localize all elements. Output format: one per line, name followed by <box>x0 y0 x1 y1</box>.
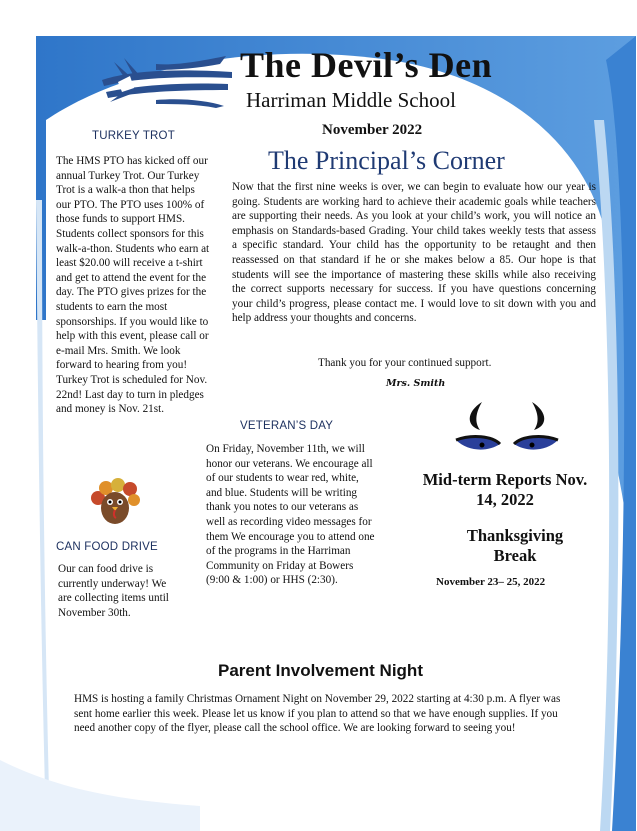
turkey-trot-body: The HMS PTO has kicked off our annual Turkey Trot. Our Turkey Trot is a walk-a thon that helps our PTO. The PTO uses 100% of those funds to support HMS. Students collect sponsors for this walk-a-thon. Students who earn at least $20.00 will receive a t-shirt and get to attend the event for the day. The PTO gives prizes for the students to earn the most sponsorships. If you would like to help with this event, please call or e-mail Mrs. Smith. We look forward to hearing from you! Turkey Trot is scheduled for Nov. 22nd! Last day to turn in pledges and money is Nov. 21st. <box>56 155 210 416</box>
pitchfork-logo <box>96 52 236 110</box>
principal-closing: Thank you for your continued support. <box>318 357 492 369</box>
parent-night-heading: Parent Involvement Night <box>218 661 423 680</box>
parent-night-body: HMS is hosting a family Christmas Ornament Night on November 29, 2022 starting at 4:30 p.m. A flyer was sent home earlier this week. Please let us know if you plan to attend so that we have enough supplies. If you need another copy of the flyer, please call the school office. We are looking forward to seeing you! <box>74 693 561 735</box>
school-name: Harriman Middle School <box>246 88 456 112</box>
veterans-body: On Friday, November 11th, we will honor our veterans. We encourage all of our students to wear red, white, and blue. Students will be writing thank you notes to our veterans as well as recording video messages for them We encourage you to attend one of the programs in the Harriman Community on Friday at Bowers (9:00 & 1:00) or HHS (2:30). <box>206 443 375 587</box>
devil-eyes-icon <box>452 400 562 460</box>
principal-body: Now that the first nine weeks is over, we can begin to evaluate how our year is going. Students are working hard to achieve their academic goals while teachers are supporting their needs. As you look at your child’s work, you will notice an emphasis on Standards-based Grading. Your child takes weekly tests that assess a specific standard. Your child has the opportunity to be retaught and then reassessed on that standard if he or she makes below a 85. Our hope is that students will see the importance of mastering these skills while also receiving the correct supports necessary for success. If you have questions concerning your child’s progress, please contact me. I would love to sit down with you and help address your thoughts and concerns. <box>232 181 596 325</box>
principal-heading: The Principal’s Corner <box>268 146 505 175</box>
midterm-reports: Mid-term Reports Nov. 14, 2022 <box>422 470 588 509</box>
thanksgiving-break: Thanksgiving Break <box>466 526 564 565</box>
newsletter-title: The Devil’s Den <box>240 45 493 85</box>
turkey-trot-heading: TURKEY TROT <box>92 130 175 142</box>
issue-date: November 2022 <box>322 122 423 138</box>
can-food-body: Our can food drive is currently underway! We are collecting items until November 30th. <box>58 563 169 619</box>
thanksgiving-dates: November 23– 25, 2022 <box>436 576 546 588</box>
turkey-icon <box>90 478 140 530</box>
can-food-heading: CAN FOOD DRIVE <box>56 541 158 553</box>
principal-signature: Mrs. Smith <box>386 378 446 389</box>
veterans-heading: VETERAN’S DAY <box>240 420 334 432</box>
